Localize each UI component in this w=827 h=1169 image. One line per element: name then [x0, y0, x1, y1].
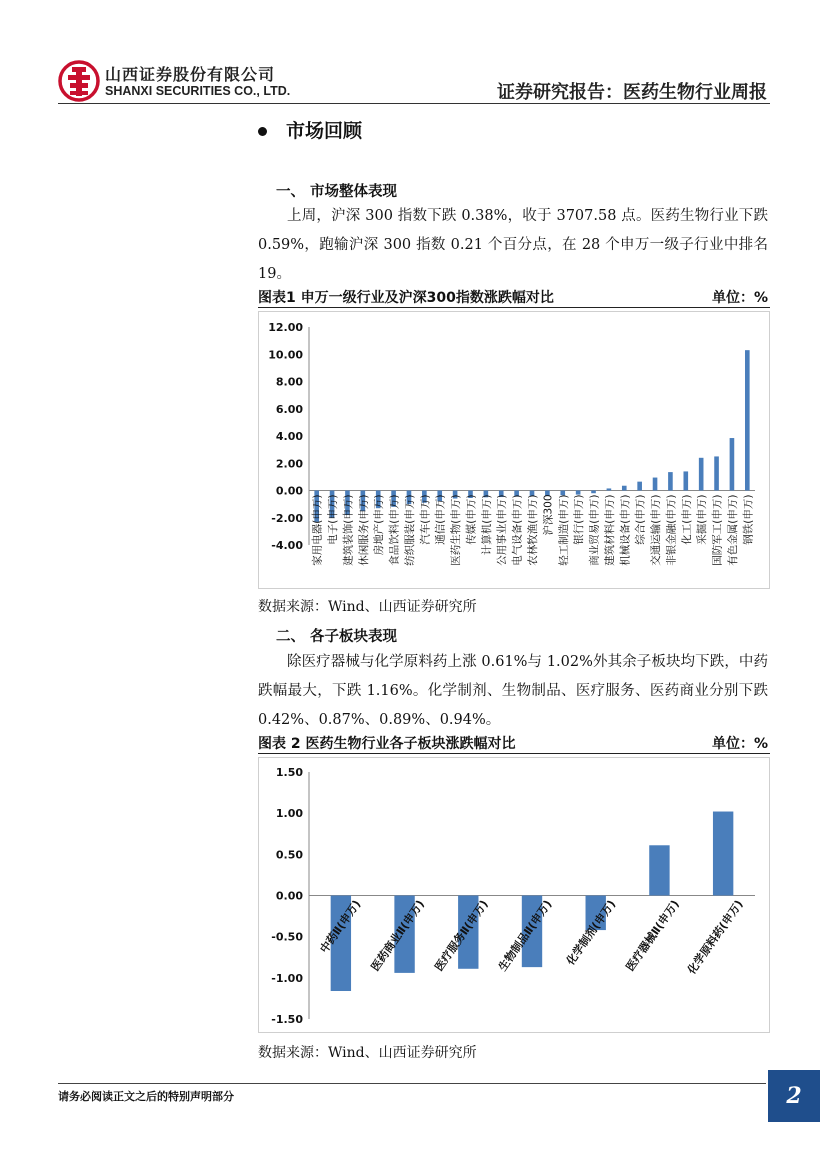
x-category-label: 电气设备(申万): [511, 494, 524, 566]
figure2-rule: [258, 753, 770, 754]
section-title: 市场回顾: [286, 120, 363, 142]
x-category-label: 采掘(申万): [696, 494, 709, 545]
x-category-label: 生物制品Ⅱ(申万): [496, 897, 555, 974]
part2-paragraph: 除医疗器械与化学原料药上涨 0.61%与 1.02%外其余子板块均下跌，中药跌幅最大，下跌 1.16%。化学制剂、生物制品、医疗服务、医药商业分别下跌 0.42%、0.87%、0.89%、0.94%。: [258, 654, 768, 728]
page-number: 2: [768, 1070, 820, 1122]
y-tick-label: -1.50: [271, 1013, 303, 1026]
header-divider: [58, 103, 770, 104]
x-category-label: 医疗服务Ⅱ(申万): [432, 897, 491, 974]
bar: [576, 491, 581, 495]
figure1-title: 图表1 申万一级行业及沪深300指数涨跌幅对比: [258, 290, 554, 306]
y-tick-label: 0.00: [275, 889, 303, 903]
figure2-unit: 单位：%: [711, 736, 768, 752]
x-category-label: 中药Ⅱ(申万): [317, 897, 364, 956]
figure1-chart-frame: [258, 311, 770, 589]
figure1-source: 数据来源：Wind、山西证券研究所: [258, 599, 477, 615]
y-tick-label: -4.00: [271, 539, 303, 552]
x-category-label: 机械设备(申万): [619, 494, 632, 566]
x-category-label: 有色金属(申万): [726, 494, 739, 566]
y-tick-label: 0.00: [275, 484, 303, 498]
x-category-label: 建筑装饰(申万): [342, 494, 355, 566]
bar: [683, 471, 688, 490]
figure1-caption: [258, 287, 768, 307]
x-category-label: 计算机(申万): [480, 494, 493, 556]
y-tick-label: -0.50: [271, 930, 303, 944]
company-name-cn: 山西证券股份有限公司: [105, 65, 276, 84]
bar: [653, 478, 658, 491]
x-category-label: 非银金融(申万): [665, 494, 678, 566]
figure1-rule: [258, 307, 770, 308]
figure2-title: 图表 2 医药生物行业各子板块涨跌幅对比: [258, 736, 516, 752]
y-tick-label: 0.50: [275, 848, 303, 862]
x-category-label: 通信(申万): [434, 494, 447, 545]
x-category-label: 房地产(申万): [373, 494, 386, 556]
x-category-label: 商业贸易(申万): [588, 494, 601, 566]
x-category-label: 银行(申万): [573, 494, 586, 545]
bar: [668, 472, 673, 490]
y-tick-label: 2.00: [275, 457, 303, 471]
x-category-label: 纺织服装(申万): [403, 494, 416, 566]
bar: [730, 438, 735, 490]
footer-divider: [58, 1083, 766, 1084]
bar: [745, 350, 750, 490]
figure2-chart-frame: [258, 757, 770, 1033]
x-category-label: 综合(申万): [634, 494, 647, 545]
bar: [591, 491, 596, 494]
x-category-label: 交通运输(申万): [650, 494, 663, 566]
bar: [607, 488, 612, 490]
x-category-label: 公用事业(申万): [496, 494, 509, 566]
x-category-label: 医药商业Ⅱ(申万): [368, 897, 428, 974]
y-tick-label: 8.00: [275, 375, 303, 389]
x-category-label: 汽车(申万): [419, 494, 432, 545]
y-tick-label: 1.00: [275, 807, 303, 821]
y-tick-label: 10.00: [268, 348, 303, 362]
x-category-label: 钢铁(申万): [742, 494, 755, 545]
report-title: 证券研究报告：医药生物行业周报: [497, 82, 767, 103]
bar: [713, 812, 733, 896]
company-name-en: SHANXI SECURITIES CO., LTD.: [105, 84, 291, 98]
x-category-label: 医药生物(申万): [450, 494, 463, 566]
bar: [622, 486, 627, 491]
y-tick-label: 12.00: [268, 321, 303, 334]
part1-paragraph: 上周，沪深 300 指数下跌 0.38%，收于 3707.58 点。医药生物行业下跌 0.59%，跑输沪深 300 指数 0.21 个百分点，在 28 个申万一级子行业中排名 19。: [258, 208, 768, 282]
y-tick-label: -1.00: [271, 971, 303, 985]
bullet-icon: [258, 127, 267, 136]
part1-heading: 一、 市场整体表现: [276, 184, 398, 200]
x-category-label: 化工(申万): [680, 494, 693, 545]
x-category-label: 农林牧渔(申万): [527, 494, 539, 566]
figure2-chart: [259, 758, 769, 1032]
y-tick-label: 1.50: [275, 766, 303, 779]
x-category-label: 电子(申万): [327, 494, 340, 545]
x-category-label: 传媒(申万): [465, 494, 478, 545]
figure2-source: 数据来源：Wind、山西证券研究所: [258, 1045, 477, 1061]
x-category-label: 化学制剂(申万): [563, 897, 619, 968]
x-category-label: 沪深300: [542, 494, 555, 536]
x-category-label: 家用电器(申万): [311, 494, 324, 566]
x-category-label: 休闲服务(申万): [357, 494, 370, 566]
x-category-label: 化学原料药(申万): [685, 897, 746, 977]
x-category-label: 医疗器械Ⅱ(申万): [623, 897, 682, 974]
x-category-label: 轻工制造(申万): [557, 494, 570, 566]
y-tick-label: 6.00: [275, 402, 303, 416]
company-logo: [58, 60, 100, 102]
footer-disclaimer: 请务必阅读正文之后的特别声明部分: [58, 1090, 234, 1103]
part2-heading: 二、 各子板块表现: [276, 629, 398, 645]
bar: [714, 456, 719, 490]
figure2-caption: [258, 733, 768, 753]
bar: [637, 482, 642, 491]
figure1-chart: [259, 312, 769, 588]
x-category-label: 食品饮料(申万): [388, 494, 401, 566]
x-category-label: 国防军工(申万): [711, 494, 724, 566]
bar: [699, 458, 704, 491]
y-tick-label: 4.00: [275, 430, 303, 443]
bar: [649, 845, 669, 895]
y-tick-label: -2.00: [271, 511, 303, 525]
x-category-label: 建筑材料(申万): [603, 494, 616, 566]
figure1-unit: 单位：%: [711, 290, 768, 306]
